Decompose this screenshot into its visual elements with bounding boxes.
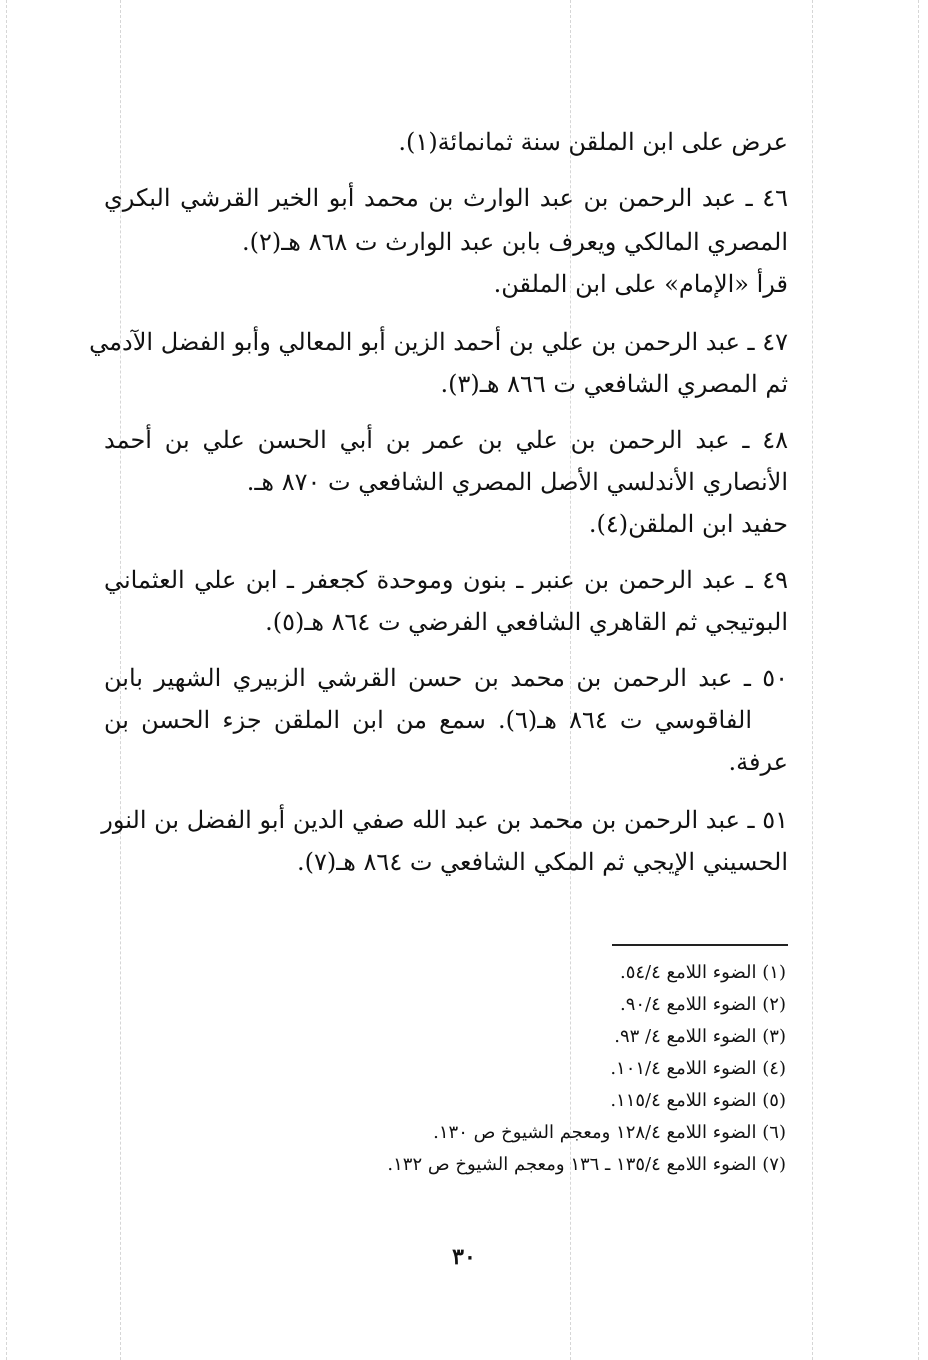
footnote-5: (٥) الضوء اللامع ١١٥/٤. — [610, 1090, 786, 1111]
entry-51-line-2: الحسيني الإيجي ثم المكي الشافعي ت ٨٦٤ هـ(٧). — [296, 848, 788, 876]
scan-guide-line — [812, 0, 813, 1360]
footnote-separator — [612, 944, 788, 946]
entry-50-line-1: ٥٠ ـ عبد الرحمن بن محمد بن حسن القرشي الزبيري الشهير بابن — [104, 664, 788, 692]
entry-46-line-3: قرأ «الإمام» على ابن الملقن. — [493, 270, 788, 298]
entry-47-line-1: ٤٧ ـ عبد الرحمن بن علي بن أحمد الزين أبو المعالي وأبو الفضل الآدمي — [89, 328, 788, 356]
entry-50-line-2: الفاقوسي ت ٨٦٤ هـ(٦). سمع من ابن الملقن جزء الحسن بن — [104, 706, 752, 734]
footnote-4: (٤) الضوء اللامع ١٠١/٤. — [610, 1058, 786, 1079]
footnote-6: (٦) الضوء اللامع ١٢٨/٤ ومعجم الشيوخ ص ١٣٠. — [433, 1122, 786, 1143]
entry-51-line-1: ٥١ ـ عبد الرحمن بن محمد بن عبد الله صفي الدين أبو الفضل بن النور — [101, 806, 788, 834]
entry-50-line-3: عرفة. — [728, 748, 788, 776]
entry-49-line-2: البوتيجي ثم القاهري الشافعي الفرضي ت ٨٦٤ هـ(٥). — [265, 608, 788, 636]
entry-48-line-3: حفيد ابن الملقن(٤). — [588, 510, 788, 538]
footnote-1: (١) الضوء اللامع ٥٤/٤. — [619, 962, 786, 983]
entry-48-line-2: الأنصاري الأندلسي الأصل المصري الشافعي ت ٨٧٠ هـ. — [246, 468, 788, 496]
scan-guide-line — [6, 0, 7, 1360]
intro-line: عرض على ابن الملقن سنة ثمانمائة(١). — [398, 128, 788, 156]
entry-47-line-2: ثم المصري الشافعي ت ٨٦٦ هـ(٣). — [440, 370, 788, 398]
footnote-2: (٢) الضوء اللامع ٩٠/٤. — [619, 994, 786, 1015]
entry-48-line-1: ٤٨ ـ عبد الرحمن بن علي بن عمر بن أبي الحسن علي بن أحمد — [104, 426, 788, 454]
entry-46-line-1: ٤٦ ـ عبد الرحمن بن عبد الوارث بن محمد أبو الخير القرشي البكري — [104, 184, 788, 212]
scan-guide-line — [918, 0, 919, 1360]
footnote-3: (٣) الضوء اللامع ٤/ ٩٣. — [614, 1026, 786, 1047]
entry-46-line-2: المصري المالكي ويعرف بابن عبد الوارث ت ٨٦٨ هـ(٢). — [242, 228, 788, 256]
entry-49-line-1: ٤٩ ـ عبد الرحمن بن عنبر ـ بنون وموحدة كجعفر ـ ابن علي العثماني — [104, 566, 788, 594]
footnote-7: (٧) الضوء اللامع ١٣٥/٤ ـ ١٣٦ ومعجم الشيوخ ص ١٣٢. — [387, 1154, 786, 1175]
page-number: ٣٠ — [452, 1244, 476, 1270]
